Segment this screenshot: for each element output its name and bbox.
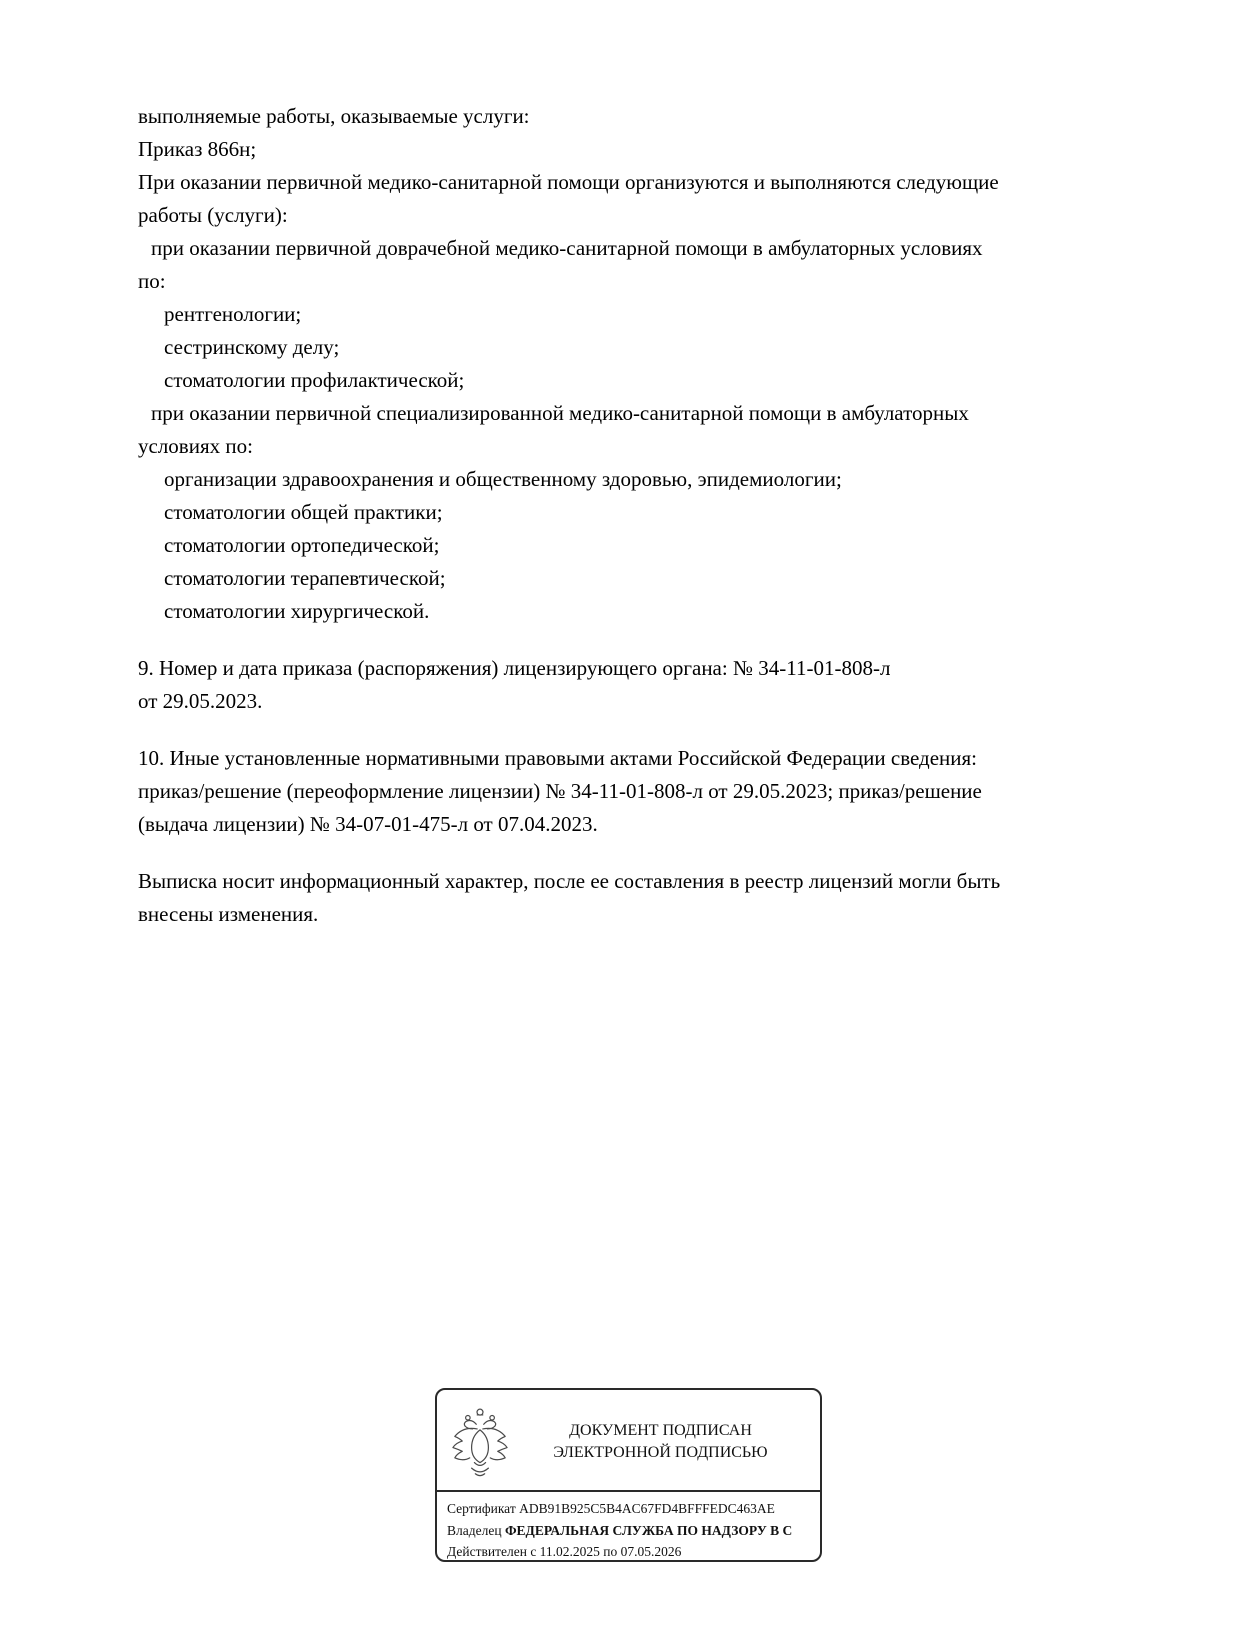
stamp-title [511,1420,810,1464]
text-line: условиях по: [138,434,253,458]
text-line: Выписка носит информационный характер, после ее составления в реестр лицензий могли быть [138,869,1001,893]
certificate-label: Сертификат [447,1501,516,1516]
text-line: Приказ 866н; [138,137,257,161]
text-line: по: [138,269,166,293]
owner-row [447,1520,820,1542]
text-line: при оказании первичной специализированной медико-санитарной помощи в амбулаторных [151,401,969,425]
text-line: сестринскому делу; [164,335,340,359]
text-line: стоматологии профилактической; [164,368,465,392]
text-line: работы (услуги): [138,203,288,227]
text-line: внесены изменения. [138,902,319,926]
text-line: от 29.05.2023. [138,689,263,713]
text-line: стоматологии хирургической. [164,599,430,623]
text-line: стоматологии терапевтической; [164,566,446,590]
text-line: выполняемые работы, оказываемые услуги: [138,104,530,128]
validity-value: с 11.02.2025 по 07.05.2026 [530,1544,682,1559]
stamp-title-line1: ДОКУМЕНТ ПОДПИСАН [569,1422,752,1439]
document-text [138,100,1118,931]
text-line: (выдача лицензии) № 34-07-01-475-л от 07.04.2023. [138,812,598,836]
text-line: рентгенологии; [164,302,302,326]
text-line: При оказании первичной медико-санитарной помощи организуются и выполняются следующие [138,170,999,194]
text-line: при оказании первичной доврачебной медико-санитарной помощи в амбулаторных условиях [151,236,983,260]
stamp-title-line2: ЭЛЕКТРОННОЙ ПОДПИСЬЮ [553,1444,768,1461]
certificate-value: ADB91B925C5B4AC67FD4BFFFEDC463AE [519,1501,775,1516]
owner-label: Владелец [447,1522,502,1538]
coat-of-arms-icon [449,1406,511,1478]
stamp-details [437,1492,820,1562]
validity-label: Действителен [447,1544,527,1559]
text-line: стоматологии общей практики; [164,500,443,524]
stamp-header [437,1390,820,1490]
text-line: приказ/решение (переоформление лицензии) № 34-11-01-808-л от 29.05.2023; приказ/решение [138,779,982,803]
signature-stamp [435,1388,822,1562]
owner-value: ФЕДЕРАЛЬНАЯ СЛУЖБА ПО НАДЗОРУ В С [504,1522,793,1538]
text-line: стоматологии ортопедической; [164,533,440,557]
text-line: 10. Иные установленные нормативными правовыми актами Российской Федерации сведения: [138,746,978,770]
certificate-row [447,1498,820,1520]
text-line: организации здравоохранения и общественному здоровью, эпидемиологии; [164,467,842,491]
text-line: 9. Номер и дата приказа (распоряжения) лицензирующего органа: № 34-11-01-808-л [138,656,891,680]
validity-row [447,1541,820,1562]
